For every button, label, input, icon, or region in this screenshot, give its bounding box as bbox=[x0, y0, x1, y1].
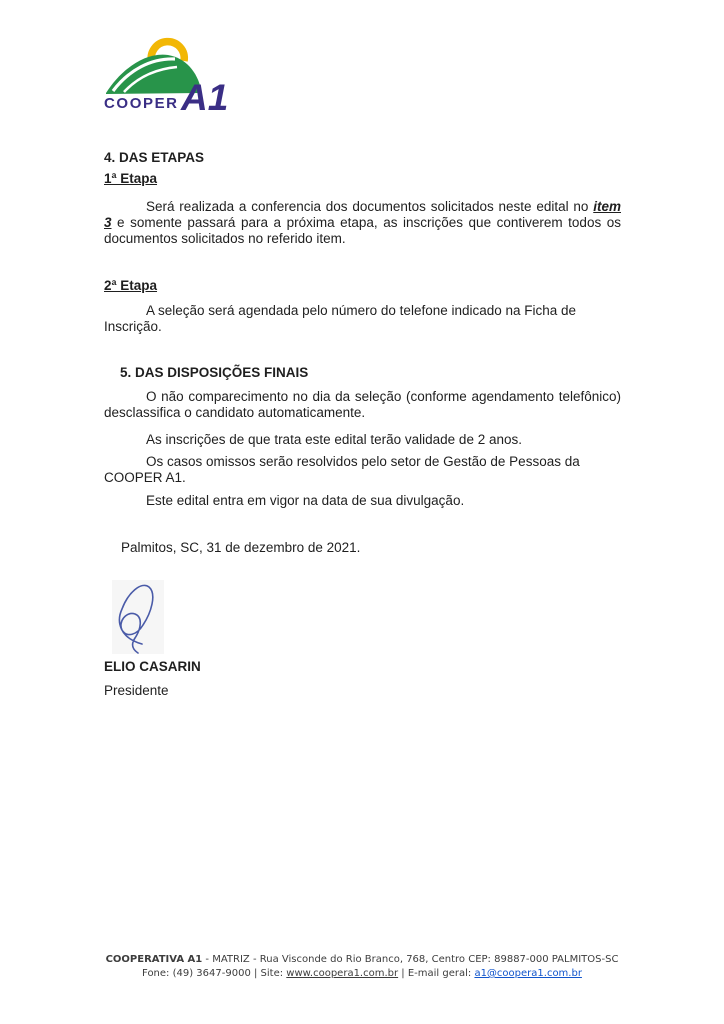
document-body bbox=[104, 150, 621, 699]
etapa-1-paragraph-pre: Será realizada a conferencia dos documentos solicitados neste edital no bbox=[146, 199, 594, 214]
cooper-a1-logo-icon bbox=[104, 32, 246, 112]
page-footer bbox=[0, 953, 724, 981]
signer-title: Presidente bbox=[104, 683, 169, 698]
footer-company-name: COOPERATIVA A1 bbox=[105, 954, 203, 965]
footer-site-link[interactable]: www.coopera1.com.br bbox=[286, 968, 399, 979]
dateline: Palmitos, SC, 31 de dezembro de 2021. bbox=[121, 540, 361, 555]
etapa-1-paragraph bbox=[104, 199, 621, 247]
finais-paragraph-2: As inscrições de que trata este edital terão validade de 2 anos. bbox=[146, 432, 522, 447]
footer-email-label: | E-mail geral: bbox=[398, 968, 475, 979]
footer-address-line bbox=[0, 953, 724, 967]
signer-name: ELIO CASARIN bbox=[104, 659, 201, 674]
signature-scribble-icon bbox=[112, 580, 164, 654]
footer-phone-text: Fone: (49) 3647-9000 | Site: bbox=[142, 968, 287, 979]
section-4-heading: 4. DAS ETAPAS bbox=[104, 150, 205, 165]
logo-word-cooper: COOPER bbox=[104, 95, 179, 112]
section-5-heading: 5. DAS DISPOSIÇÕES FINAIS bbox=[120, 365, 309, 380]
signature-image bbox=[112, 580, 164, 654]
etapa-2-heading: 2ª Etapa bbox=[104, 278, 158, 293]
finais-paragraph-4: Este edital entra em vigor na data de sua divulgação. bbox=[146, 493, 465, 508]
footer-address-text: - MATRIZ - Rua Visconde do Rio Branco, 768, Centro CEP: 89887-000 PALMITOS-SC bbox=[202, 954, 619, 965]
cooper-a1-logo bbox=[104, 32, 246, 112]
finais-paragraph-3: Os casos omissos serão resolvidos pelo setor de Gestão de Pessoas da COOPER A1. bbox=[104, 454, 580, 485]
finais-paragraph-1: O não comparecimento no dia da seleção (conforme agendamento telefônico) desclassifica o candidato automaticamente. bbox=[104, 389, 621, 420]
footer-email-link[interactable]: a1@coopera1.com.br bbox=[474, 968, 582, 979]
etapa-1-heading: 1ª Etapa bbox=[104, 171, 158, 186]
etapa-1-paragraph-post: e somente passará para a próxima etapa, as inscrições que contiverem todos os documentos solicitados no referido item. bbox=[104, 215, 621, 246]
etapa-2-paragraph: A seleção será agendada pelo número do telefone indicado na Ficha de Inscrição. bbox=[104, 303, 577, 334]
footer-contact-line bbox=[0, 967, 724, 981]
item-3-reference: item 3 bbox=[104, 199, 621, 230]
logo-mark-a1: A1 bbox=[181, 77, 229, 112]
